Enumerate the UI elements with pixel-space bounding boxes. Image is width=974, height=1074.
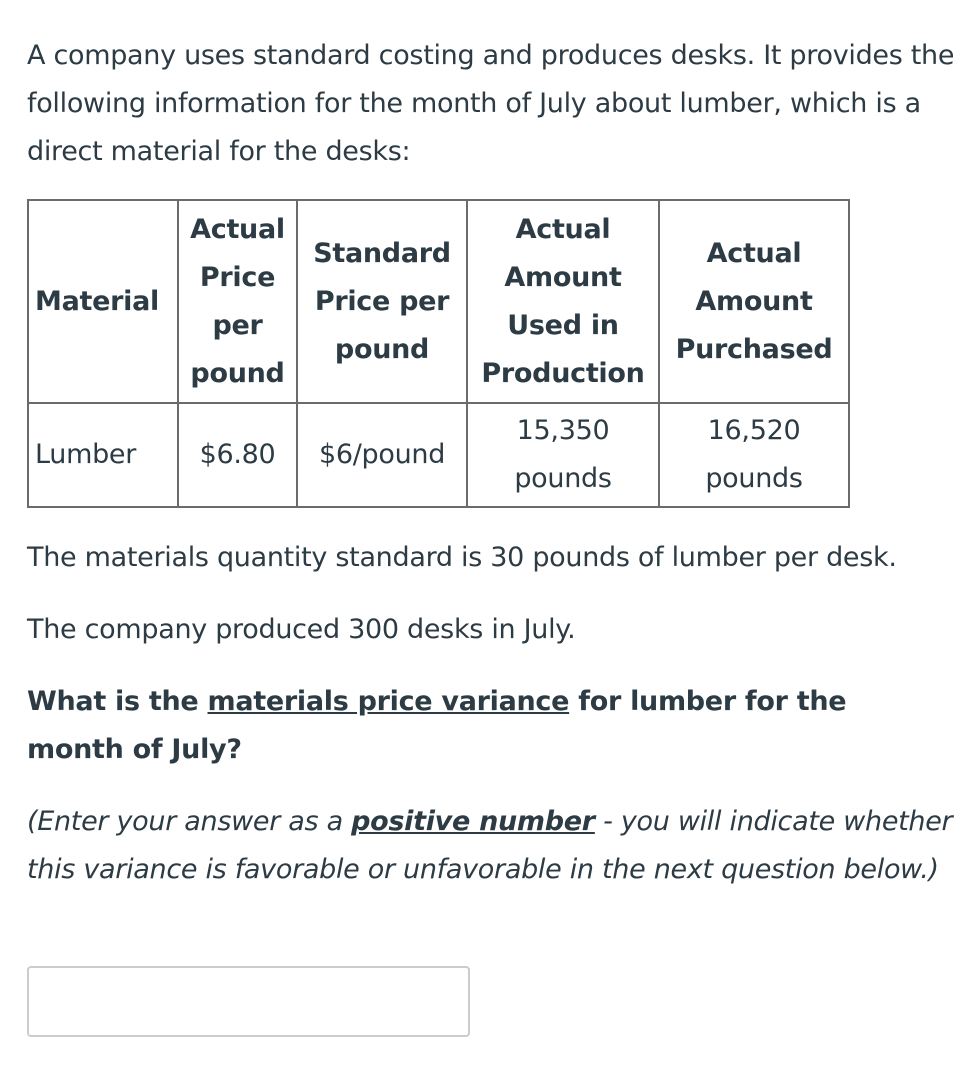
answer-input[interactable]: [27, 966, 470, 1037]
cell-actual-price: $6.80: [178, 403, 297, 507]
price-variance-term: materials price variance: [207, 686, 570, 717]
production-text: The company produced 300 desks in July.: [27, 614, 576, 645]
header-actual-purchased: Actual Amount Purchased: [659, 200, 849, 403]
quantity-standard-text: The materials quantity standard is 30 pounds of lumber per desk.: [27, 542, 897, 573]
question-text: What is the materials price variance for lumber for the month of July?: [27, 686, 847, 765]
table-header-row: [28, 200, 849, 403]
lumber-data-table: [27, 199, 850, 508]
header-material: Material: [28, 200, 178, 403]
header-standard-price: Standard Price per pound: [297, 200, 467, 403]
header-actual-price: Actual Price per pound: [178, 200, 297, 403]
positive-number-emphasis: positive number: [351, 806, 595, 837]
cell-material: Lumber: [28, 403, 178, 507]
cell-actual-used: 15,350 pounds: [467, 403, 659, 507]
answer-instruction: (Enter your answer as a positive number - you will indicate whether this variance is favorable or unfavorable in the next question below.): [27, 806, 953, 885]
header-actual-used: Actual Amount Used in Production: [467, 200, 659, 403]
table-row: [28, 403, 849, 507]
cell-standard-price: $6/pound: [297, 403, 467, 507]
cell-actual-purchased: 16,520 pounds: [659, 403, 849, 507]
problem-intro: A company uses standard costing and produces desks. It provides the following information for the month of July about lumber, which is a direct material for the desks:: [27, 40, 955, 167]
